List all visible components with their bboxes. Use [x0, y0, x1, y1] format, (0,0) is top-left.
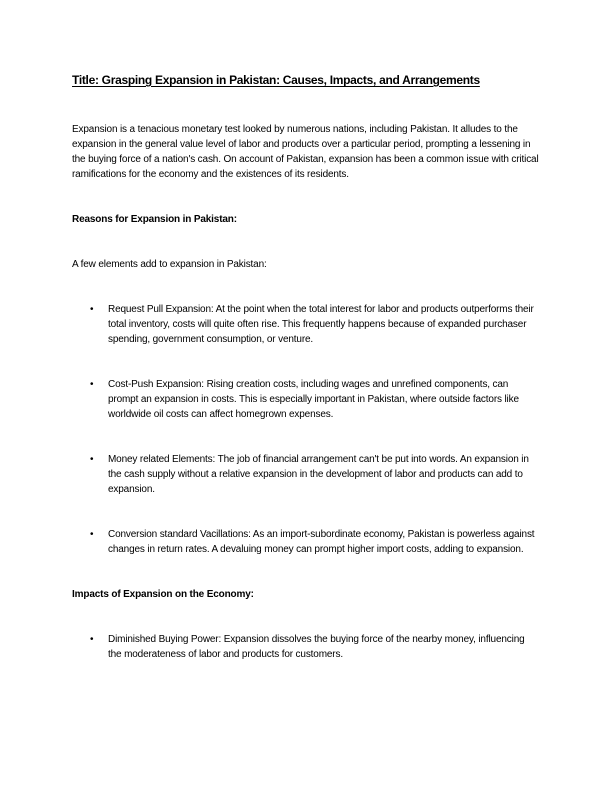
section-lead-reasons: A few elements add to expansion in Pakistan:	[72, 259, 267, 270]
list-item	[72, 452, 540, 497]
bullet-icon: •	[90, 634, 94, 645]
list-item	[72, 377, 540, 422]
section-heading-impacts: Impacts of Expansion on the Economy:	[72, 589, 254, 600]
section-heading-reasons: Reasons for Expansion in Pakistan:	[72, 214, 237, 225]
bullet-text-cost-push: Cost-Push Expansion: Rising creation costs, including wages and unrefined components, can prompt an expansion in costs. This is especially important in Pakistan, where outside factors like worldwide oil costs can affect homegrown expenses.	[108, 379, 519, 420]
list-item	[72, 527, 540, 557]
bullet-text-request-pull: Request Pull Expansion: At the point when the total interest for labor and products outperforms their total inventory, costs will quite often rise. This frequently happens because of expanded purchaser spending, government consumption, or venture.	[108, 304, 534, 345]
bullet-text-money-related: Money related Elements: The job of financial arrangement can't be put into words. An expansion in the cash supply without a relative expansion in the development of labor and products can add to expansion.	[108, 454, 529, 495]
list-item	[72, 632, 540, 662]
bullet-icon: •	[90, 304, 94, 315]
bullet-text-diminished-buying-power: Diminished Buying Power: Expansion dissolves the buying force of the nearby money, influencing the moderateness of labor and products for customers.	[108, 634, 525, 660]
bullet-text-conversion-standard: Conversion standard Vacillations: As an import-subordinate economy, Pakistan is powerless against changes in return rates. A devaluing money can prompt higher import costs, adding to expansion.	[108, 529, 535, 555]
bullet-icon: •	[90, 379, 94, 390]
list-item	[72, 302, 540, 347]
bullet-icon: •	[90, 454, 94, 465]
bullet-icon: •	[90, 529, 94, 540]
document-title: Title: Grasping Expansion in Pakistan: Causes, Impacts, and Arrangements	[72, 73, 480, 87]
intro-paragraph: Expansion is a tenacious monetary test looked by numerous nations, including Pakistan. It alludes to the expansion in the general value level of labor and products over a particular period, prompting a lessening in the buying force of a nation's cash. On account of Pakistan, expansion has been a common issue with critical ramifications for the economy and the existences of its residents.	[72, 124, 539, 180]
